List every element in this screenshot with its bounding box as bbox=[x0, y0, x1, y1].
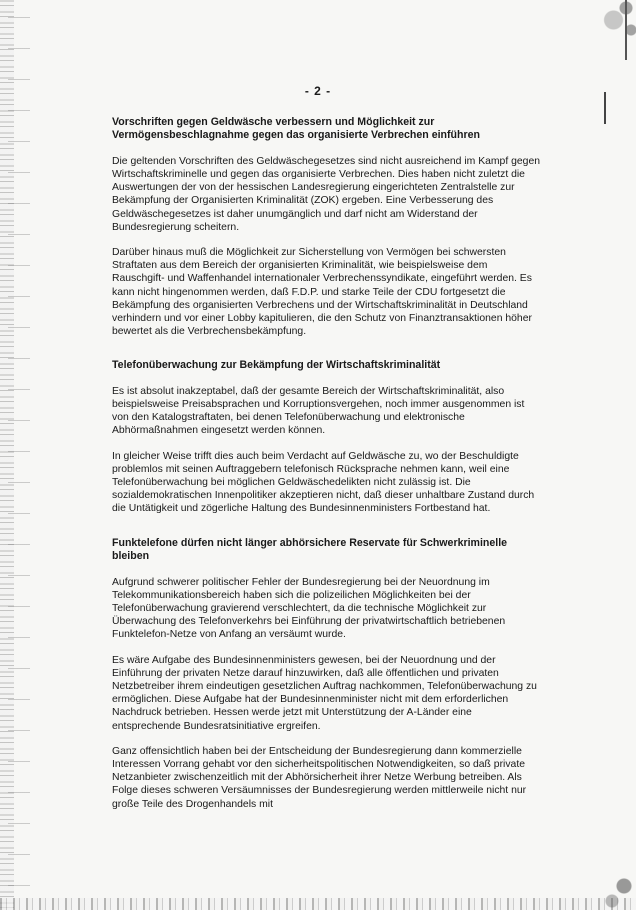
section-heading: Funktelefone dürfen nicht länger abhörsichere Reservate für Schwerkriminelle bleiben bbox=[112, 536, 508, 563]
document-body bbox=[112, 116, 542, 823]
section-telefonueberwachung bbox=[112, 359, 542, 515]
section-funktelefone bbox=[112, 537, 542, 811]
paragraph: Es wäre Aufgabe des Bundesinnenministers gewesen, bei der Neuordnung und der Einführung der privaten Netze darauf hinzuwirken, daß alle öffentlichen und privaten Netzbetreiber ihrem eindeutigen gesetzlichen Auftrag nachkommen, Telefonüberwachung zu ermöglichen. Diese Aufgabe hat der Bundesinnenminister nicht mit dem erforderlichen Nachdruck betrieben. Hessen werde jetzt mit Unterstützung der A-Länder eine entsprechende Bundesratsinitiative ergreifen. bbox=[112, 654, 537, 732]
paragraph: In gleicher Weise trifft dies auch beim Verdacht auf Geldwäsche zu, wo der Beschuldigte problemlos mit seinen Auftraggebern telefonisch Rücksprache nehmen kann, weil eine Telefonüberwachung bei möglichen Geldwäschedelikten nicht zulässig ist. Die sozialdemokratischen Innenpolitiker akzeptieren nicht, daß dieser unhaltbare Zustand durch die Untätigkeit und zögerliche Haltung des Bundesinnenministers Fortbestand hat. bbox=[112, 450, 535, 515]
scan-smudge-top-right bbox=[586, 0, 636, 40]
paragraph: Aufgrund schwerer politischer Fehler der Bundesregierung bei der Neuordnung im Telekommunikationsbereich haben sich die polizeilichen Möglichkeiten bei der Telefonüberwachung gravierend verschlechtert, da die technische Möglichkeit zur Überwachung des Telefonverkehrs bei Einführung der privatwirtschaftlich betriebenen Funktelefon-Netze von Anfang an versäumt wurde. bbox=[112, 576, 506, 641]
scan-edge-bottom bbox=[0, 898, 636, 910]
paragraph: Ganz offensichtlich haben bei der Entscheidung der Bundesregierung dann kommerzielle Interessen Vorrang gehabt vor den sicherheitspolitischen Notwendigkeiten, so daß private Netzanbieter zwischenzeitlich mit der Abhörsicherheit ihrer Netze Werbung betreiben. Als Folge dieses schweren Versäumnisses der Bundesregierung werden mittlerweile nicht nur große Teile des Drogenhandels mit bbox=[112, 745, 527, 810]
page-number: - 2 - bbox=[304, 84, 332, 98]
paragraph: Darüber hinaus muß die Möglichkeit zur Sicherstellung von Vermögen bei schwersten Straftaten aus dem Bereich der organisierten Kriminalität, wie beispielsweise dem Rauschgift- und Waffenhandel internationaler Verbrechenssyndikate, eingeführt werden. Es kann nicht hingenommen werden, daß F.D.P. und starke Teile der CDU fortgesetzt die Bekämpfung des organisierten Verbrechens und der Wirtschaftskriminalität in Deutschland verhindern und vor einer Lobby kapitulieren, die den Schutz von Finanztransaktionen höher bewertet als die Verbrechensbekämpfung. bbox=[112, 247, 532, 338]
scan-smudge-bottom-right bbox=[596, 850, 636, 910]
paragraph: Es ist absolut inakzeptabel, daß der gesamte Bereich der Wirtschaftskriminalität, also beispielsweise Preisabsprachen und Korruptionsvergehen, noch immer ausgenommen ist von den Katalogstraftaten, bei denen Telefonüberwachung und elektronische Abhörmaßnahmen eingesetzt werden können. bbox=[112, 385, 525, 437]
section-geldwaesche bbox=[112, 116, 542, 338]
paragraph: Die geltenden Vorschriften des Geldwäschegesetzes sind nicht ausreichend im Kampf gegen Wirtschaftskriminelle und gegen das organisierte Verbrechen. Dies haben nicht zuletzt die Auswertungen der von der hessischen Landesregierung eingerichteten Zentralstelle zur Bekämpfung der Organisierten Kriminalität (ZOK) ergeben. Eine Verbesserung des Geldwäschegesetzes ist daher unumgänglich und darf nicht am Widerstand der Bundesregierung scheitern. bbox=[112, 155, 540, 233]
scan-edge-left-streaks bbox=[8, 0, 30, 910]
scan-edge-right-mark bbox=[625, 0, 627, 60]
section-heading: Vorschriften gegen Geldwäsche verbessern und Möglichkeit zur Vermögensbeschlagnahme gegen das organisierte Verbrechen einführen bbox=[112, 116, 480, 142]
section-heading: Telefonüberwachung zur Bekämpfung der Wirtschaftskriminalität bbox=[112, 359, 441, 372]
